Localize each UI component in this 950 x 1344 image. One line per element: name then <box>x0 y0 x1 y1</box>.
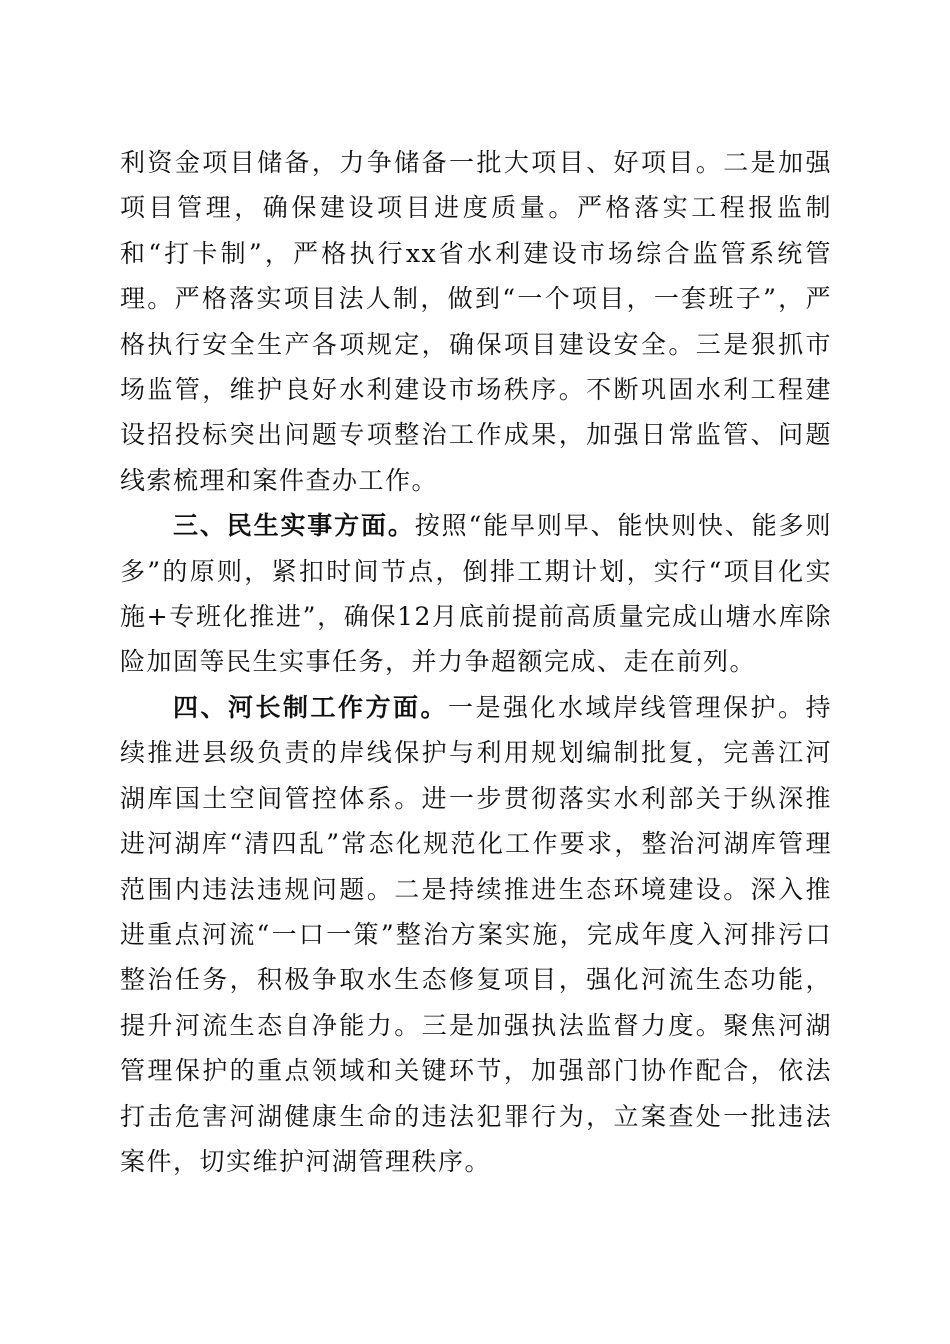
document-body <box>120 140 832 1184</box>
paragraph-livelihood <box>120 503 832 685</box>
paragraph-river-chief <box>120 685 832 1184</box>
paragraph-text: 按照“能早则早、能快则快、能多则多”的原则，紧扣时间节点，倒排工期计划，实行“项目化实施+专班化推进”，确保12月底前提前高质量完成山塘水库除险加固等民生实事任务，并力争超额完成、走在前列。 <box>120 511 832 677</box>
section-heading-river-chief: 四、河长制工作方面。 <box>173 692 448 722</box>
section-heading-livelihood: 三、民生实事方面。 <box>173 511 415 541</box>
paragraph-text: 一是强化水域岸线管理保护。持续推进县级负责的岸线保护与利用规划编制批复，完善江河湖库国土空间管控体系。进一步贯彻落实水利部关于纵深推进河湖库“清四乱”常态化规范化工作要求，整治河湖库管理范围内违法违规问题。二是持续推进生态环境建设。深入推进重点河流“一口一策”整治方案实施，完成年度入河排污口整治任务，积极争取水生态修复项目，强化河流生态功能，提升河流生态自净能力。三是加强执法监督力度。聚焦河湖管理保护的重点领域和关键环节，加强部门协作配合，依法打击危害河湖健康生命的违法犯罪行为，立案查处一批违法案件，切实维护河湖管理秩序。 <box>120 692 832 1176</box>
paragraph-project-management <box>120 140 832 503</box>
paragraph-text: 利资金项目储备，力争储备一批大项目、好项目。二是加强项目管理，确保建设项目进度质量。严格落实工程报监制和“打卡制”，严格执行xx省水利建设市场综合监管系统管理。严格落实项目法人制，做到“一个项目，一套班子”，严格执行安全生产各项规定，确保项目建设安全。三是狠抓市场监管，维护良好水利建设市场秩序。不断巩固水利工程建设招投标突出问题专项整治工作成果，加强日常监管、问题线索梳理和案件查办工作。 <box>120 148 832 495</box>
